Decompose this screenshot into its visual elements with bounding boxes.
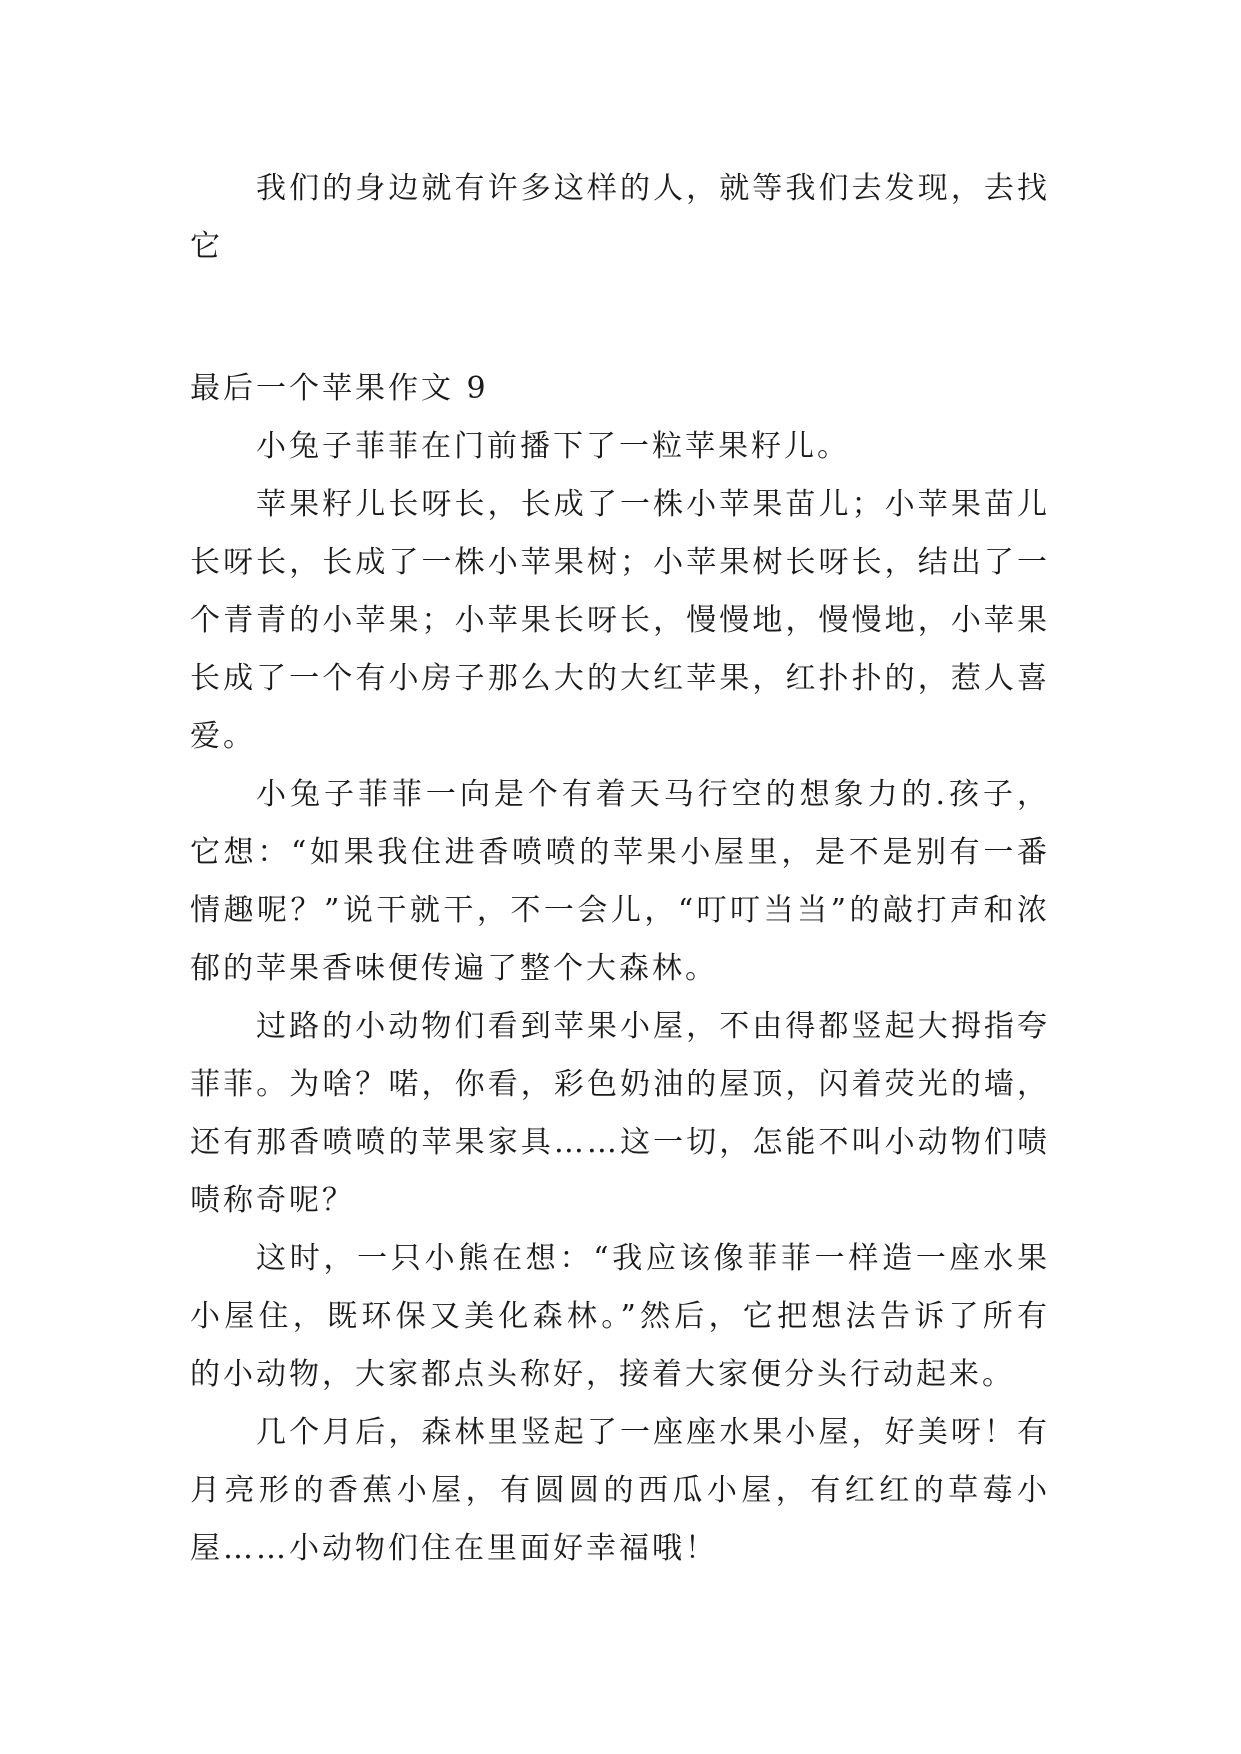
paragraph-2: 苹果籽儿长呀长，长成了一株小苹果苗儿；小苹果苗儿长呀长，长成了一株小苹果树；小苹果树长呀长，结出了一个青青的小苹果；小苹果长呀长，慢慢地，慢慢地，小苹果长成了一个有小房子那么大的大红苹果，红扑扑的，惹人喜爱。	[190, 487, 1050, 754]
intro-paragraph: 我们的身边就有许多这样的人，就等我们去发现，去找它	[190, 171, 1050, 264]
paragraph-6: 几个月后，森林里竖起了一座座水果小屋，好美呀！有月亮形的香蕉小屋，有圆圆的西瓜小屋，有红红的草莓小屋……小动物们住在里面好幸福哦！	[190, 1415, 1050, 1566]
section-title: 最后一个苹果作文 9	[190, 371, 489, 406]
document-body	[190, 160, 1050, 1578]
paragraph-1: 小兔子菲菲在门前播下了一粒苹果籽儿。	[256, 429, 850, 464]
paragraph-3: 小兔子菲菲一向是个有着天马行空的想象力的.孩子，它想：“如果我住进香喷喷的苹果小屋里，是不是别有一番情趣呢？”说干就干，不一会儿，“叮叮当当”的敲打声和浓郁的苹果香味便传遍了整个大森林。	[190, 777, 1050, 986]
paragraph-5: 这时，一只小熊在想：“我应该像菲菲一样造一座水果小屋住，既环保又美化森林。”然后，它把想法告诉了所有的小动物，大家都点头称好，接着大家便分头行动起来。	[190, 1241, 1050, 1392]
paragraph-4: 过路的小动物们看到苹果小屋，不由得都竖起大拇指夸菲菲。为啥？喏，你看，彩色奶油的屋顶，闪着荧光的墙，还有那香喷喷的苹果家具……这一切，怎能不叫小动物们啧啧称奇呢？	[190, 1009, 1050, 1218]
